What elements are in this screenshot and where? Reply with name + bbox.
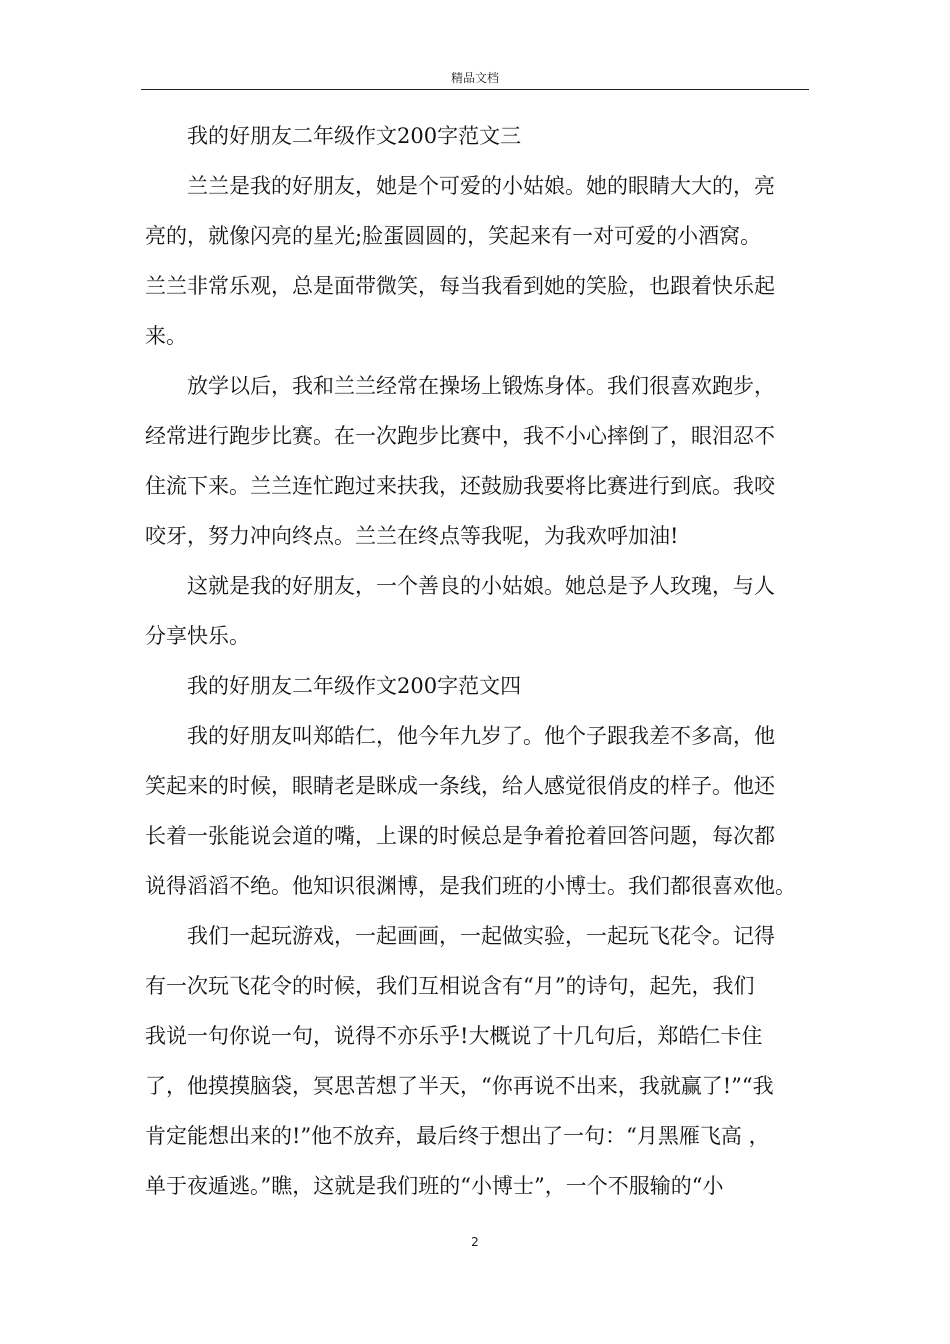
paragraph-line: 长着一张能说会道的嘴，上课的时候总是争着抢着回答问题，每次都 bbox=[145, 824, 775, 848]
document-body bbox=[145, 111, 809, 1211]
paragraph-line: 经常进行跑步比赛。在一次跑步比赛中，我不小心摔倒了，眼泪忍不 bbox=[145, 424, 775, 448]
paragraph-line: 肯定能想出来的!”他不放弃，最后终于想出了一句：“月黑雁飞高 ， bbox=[145, 1124, 770, 1148]
paragraph-line: 有一次玩飞花令的时候，我们互相说含有“月”的诗句，起先，我们 bbox=[145, 974, 755, 998]
paragraph-line: 我们一起玩游戏，一起画画，一起做实验，一起玩飞花令。记得 bbox=[187, 924, 775, 948]
paragraph-line: 放学以后，我和兰兰经常在操场上锻炼身体。我们很喜欢跑步， bbox=[187, 374, 775, 398]
header-divider bbox=[141, 89, 809, 90]
page-header: 精品文档 bbox=[450, 71, 499, 85]
section-heading: 我的好朋友二年级作文200字范文三 bbox=[187, 124, 522, 148]
paragraph-line: 来。 bbox=[145, 324, 187, 348]
paragraph-line: 兰兰非常乐观，总是面带微笑，每当我看到她的笑脸，也跟着快乐起 bbox=[145, 274, 775, 298]
paragraph-line: 了，他摸摸脑袋，冥思苦想了半天，“你再说不出来，我就赢了!”“我 bbox=[145, 1074, 774, 1098]
paragraph-line: 说得滔滔不绝。他知识很渊博，是我们班的小博士。我们都很喜欢他。 bbox=[145, 874, 796, 898]
paragraph-line: 住流下来。兰兰连忙跑过来扶我，还鼓励我要将比赛进行到底。我咬 bbox=[145, 474, 775, 498]
paragraph-line: 亮的，就像闪亮的星光;脸蛋圆圆的，笑起来有一对可爱的小酒窝。 bbox=[145, 224, 762, 248]
paragraph-line: 这就是我的好朋友，一个善良的小姑娘。她总是予人玫瑰，与人 bbox=[187, 574, 775, 598]
page-number: 2 bbox=[471, 1235, 479, 1249]
paragraph-line: 分享快乐。 bbox=[145, 624, 250, 648]
paragraph-line: 我说一句你说一句，说得不亦乐乎!大概说了十几句后，郑皓仁卡住 bbox=[145, 1024, 763, 1048]
paragraph-line: 我的好朋友叫郑皓仁，他今年九岁了。他个子跟我差不多高，他 bbox=[187, 724, 775, 748]
section-heading: 我的好朋友二年级作文200字范文四 bbox=[187, 674, 522, 698]
paragraph-line: 笑起来的时候，眼睛老是眯成一条线，给人感觉很俏皮的样子。他还 bbox=[145, 774, 775, 798]
paragraph-line: 咬牙，努力冲向终点。兰兰在终点等我呢，为我欢呼加油! bbox=[145, 524, 679, 548]
paragraph-line: 兰兰是我的好朋友，她是个可爱的小姑娘。她的眼睛大大的，亮 bbox=[187, 174, 775, 198]
paragraph-line: 单于夜遁逃。”瞧，这就是我们班的“小博士”，一个不服输的“小 bbox=[145, 1174, 724, 1198]
